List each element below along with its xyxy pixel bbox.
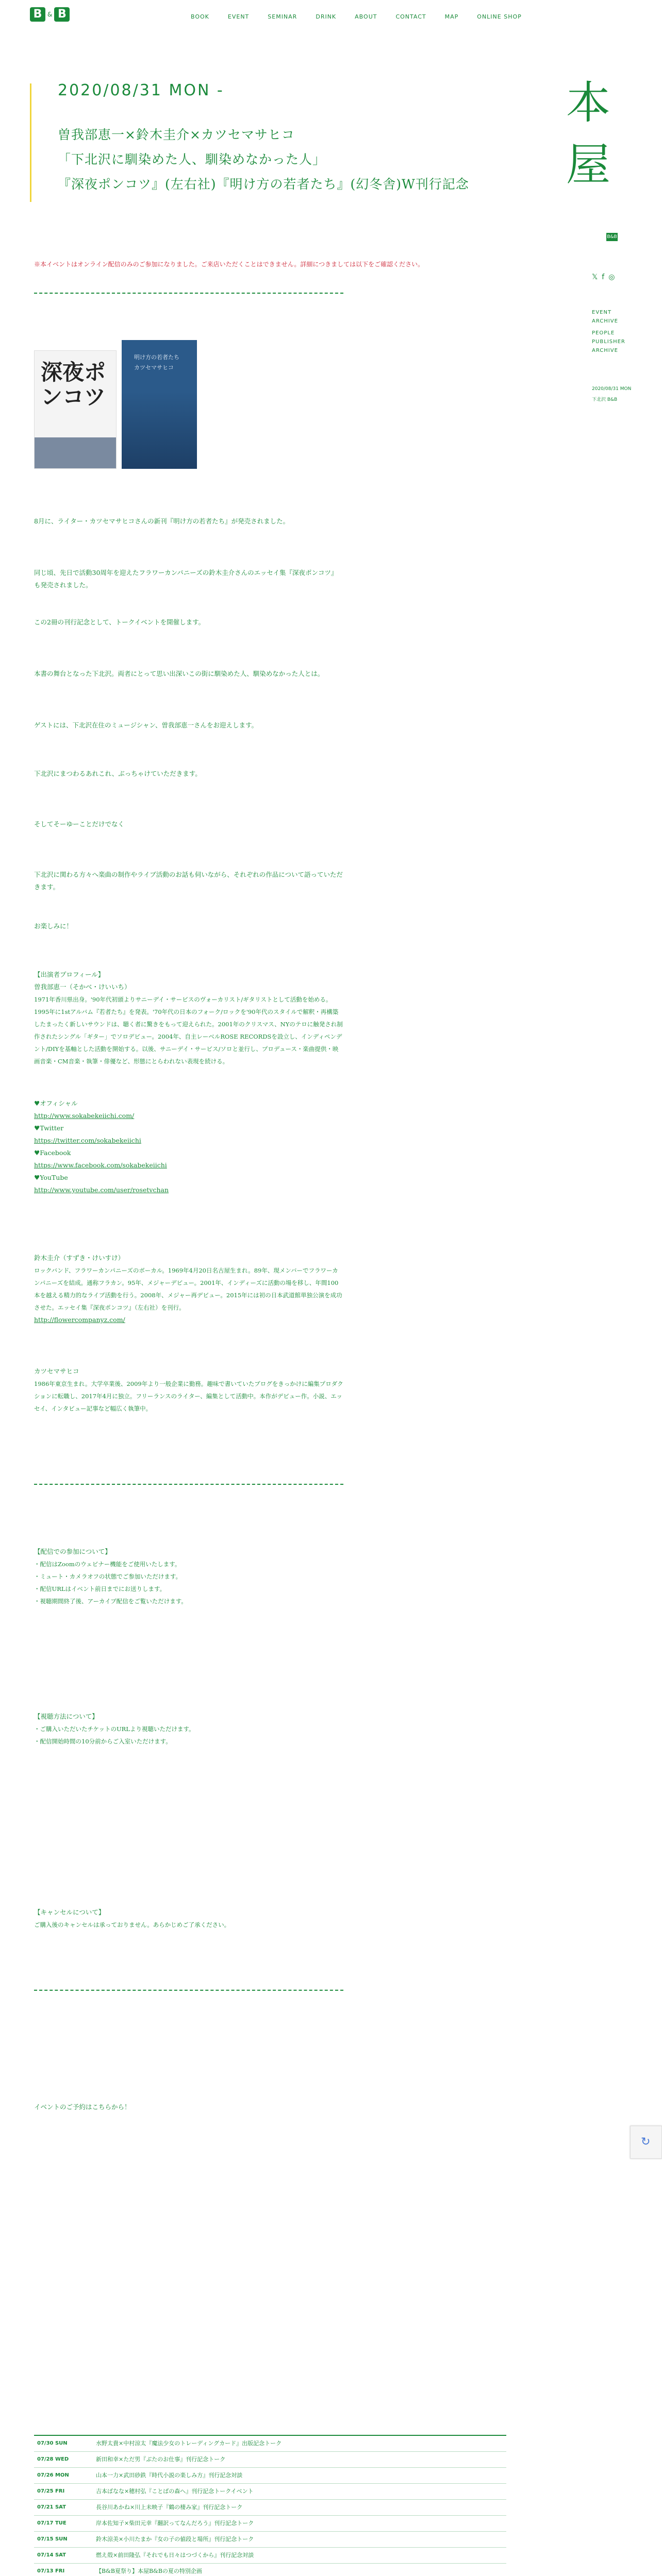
logo-amp: & <box>47 11 53 18</box>
event-list-date: 07/15 SUN <box>37 2536 68 2542</box>
instagram-icon[interactable]: ◎ <box>608 273 615 281</box>
profile1-links <box>34 1097 343 1196</box>
intro-paragraph-1: 8月に、ライター・カツセマサヒコさんの新刊『明け方の若者たち』が発売されました。 <box>34 517 290 525</box>
cancel-heading: 【キャンセルについて】 <box>34 1908 105 1916</box>
sidebar-kanji-hon: 本 <box>566 77 610 129</box>
intro-paragraph-5: ゲストには、下北沢在住のミュージシャン、曽我部恵一さんをお迎えします。 <box>34 721 258 729</box>
nav-about[interactable]: ABOUT <box>355 13 377 20</box>
twitter-icon[interactable]: 𝕏 <box>592 273 598 281</box>
event-list-title[interactable]: 長谷川あかね×川上未映子『鶴の棲み家』刊行記念トーク <box>96 2504 243 2511</box>
book2-building-image <box>122 392 197 469</box>
main-nav <box>191 13 522 20</box>
note-1: ・配信はZoomのウェビナー機能をご使用いたします。 <box>34 1561 181 1568</box>
profile3-text: 1986年東京生まれ。大学卒業後、2009年より一般企業に勤務。趣味で書いていたブログをきっかけに編集プロダクションに転職し、2017年4月に独立。フリーランスのライター、編集として活動中。本作がデビュー作。小説、エッセイ、インタビュー記事など幅広く執筆中。 <box>34 1380 343 1412</box>
link-label-youtube: ♥YouTube <box>34 1174 68 1181</box>
intro-paragraph-3: この2冊の刊行記念として、トークイベントを開催します。 <box>34 618 205 626</box>
nav-map[interactable]: MAP <box>444 13 459 20</box>
dashed-divider-2 <box>34 1484 343 1485</box>
event-list-row[interactable] <box>34 2468 506 2484</box>
link-facebook[interactable]: https://www.facebook.com/sokabekeiichi <box>34 1161 167 1169</box>
book1-bottom-band <box>35 437 116 468</box>
intro-paragraph-9: お楽しみに！ <box>34 922 73 930</box>
event-list-date: 07/17 TUE <box>37 2520 67 2526</box>
book1-title: 深夜ポンコツ <box>41 360 106 410</box>
sidebar-venue: 下北沢 B&B <box>592 397 618 402</box>
notes-heading: 【配信での参加について】 <box>34 1548 111 1555</box>
event-list-date: 07/28 WED <box>37 2456 69 2462</box>
event-list-row[interactable] <box>34 2516 506 2532</box>
profile-section-3 <box>34 1365 343 1415</box>
event-list-row[interactable] <box>34 2548 506 2564</box>
sidebar-link-archive[interactable]: ARCHIVE <box>592 318 618 324</box>
event-list-row[interactable] <box>34 2532 506 2548</box>
recaptcha-badge[interactable] <box>630 2126 662 2159</box>
nav-seminar[interactable]: SEMINAR <box>268 13 297 20</box>
site-header <box>0 0 662 36</box>
logo-b-left: B <box>30 7 45 22</box>
sidebar-link-archive-2[interactable]: ARCHIVE <box>592 348 618 353</box>
cancel-section <box>34 1906 343 1931</box>
event-list-date: 07/30 SUN <box>37 2441 68 2446</box>
book-cover-shinya-ponkotsu <box>34 350 117 469</box>
event-list-row[interactable] <box>34 2484 506 2500</box>
logo-b-right: B <box>54 7 70 22</box>
dashed-divider-3 <box>34 1990 343 1991</box>
profile3-name: カツセマサヒコ <box>34 1367 79 1375</box>
reservation-line[interactable] <box>34 2101 343 2113</box>
sidebar-link-event[interactable]: EVENT <box>592 310 612 315</box>
note-4: ・視聴期間終了後、アーカイブ配信をご覧いただけます。 <box>34 1598 187 1605</box>
recaptcha-icon: ↻ <box>641 2136 651 2148</box>
reservation-text[interactable]: イベントのご予約はこちらから！ <box>34 2103 131 2111</box>
profile2-name: 鈴木圭介（すずき・けいすけ） <box>34 1254 125 1262</box>
event-list <box>34 2435 506 2576</box>
intro-paragraph-7: そしてそーゆーことだけでなく <box>34 820 125 828</box>
online-only-notice: ※本イベントはオンライン配信のみのご参加になりました。ご来店いただくことはできません。詳細につきましては以下をご確認ください。 <box>34 261 424 268</box>
intro-paragraph-2: 同じ頃、先日で活動30周年を迎えたフラワーカンパニーズの鈴木圭介さんのエッセイ集『深夜ポンコツ』も発売されました。 <box>34 569 338 589</box>
facebook-icon[interactable]: f <box>602 273 605 281</box>
howto-section <box>34 1710 343 1748</box>
event-list-date: 07/13 FRI <box>37 2568 65 2574</box>
howto-heading: 【視聴方法について】 <box>34 1713 98 1720</box>
event-list-title[interactable]: 【B&B夏祭り】本屋B&Bの夏の特別企画 <box>96 2568 202 2574</box>
nav-drink[interactable]: DRINK <box>316 13 337 20</box>
event-title-line-2: 「下北沢に馴染めた人、馴染めなかった人」 <box>58 152 326 167</box>
link-label-facebook: ♥Facebook <box>34 1149 71 1157</box>
intro-paragraph-6: 下北沢にまつわるあれこれ、ぶっちゃけていただきます。 <box>34 770 202 777</box>
intro-paragraph-8: 下北沢に関わる方々へ楽曲の制作やライブ活動のお話も伺いながら、それぞれの作品について語っていただきます。 <box>34 871 343 891</box>
event-list-row[interactable] <box>34 2500 506 2516</box>
profile-heading: 【出演者プロフィール】 <box>34 971 105 978</box>
profile-section-1 <box>34 969 343 1067</box>
nav-contact[interactable]: CONTACT <box>395 13 426 20</box>
event-list-title[interactable]: 山本一力×武田砂鉄『時代小説の楽しみ方』刊行記念対談 <box>96 2472 243 2479</box>
sidebar-bb-badge: B&B <box>606 233 618 241</box>
sidebar-link-publisher[interactable]: PUBLISHER <box>592 339 625 345</box>
event-title-line-3: 『深夜ポンコツ』(左右社)『明け方の若者たち』(幻冬舎)W刊行記念 <box>58 177 469 192</box>
sidebar-links <box>592 308 625 355</box>
profile2-text: ロックバンド、フラワーカンパニーズのボーカル。1969年4月20日名古屋生まれ。89年、現メンバーでフラワーカンパニーズを結成。通称フラカン。95年、メジャーデビュー。2001年、インディーズに活動の場を移し、年間100本を越える精力的なライブ活動を行う。2008年、メジャー再デビュー。2015年には初の日本武道館単独公演を成功させた。エッセイ集『深夜ポンコツ』（左右社）を刊行。 <box>34 1267 342 1311</box>
notes-section <box>34 1546 343 1607</box>
howto-1: ・ご購入いただいたチケットのURLより視聴いただけます。 <box>34 1725 195 1733</box>
link-official[interactable]: http://www.sokabekeiichi.com/ <box>34 1112 135 1120</box>
note-2: ・ミュート・カメラオフの状態でご参加いただけます。 <box>34 1573 182 1580</box>
nav-online-shop[interactable]: ONLINE SHOP <box>477 13 522 20</box>
event-list-title[interactable]: 燃え殻×前田隆弘『それでも日々はつづくから』刊行記念対談 <box>96 2552 254 2558</box>
link-label-official: ♥オフィシャル <box>34 1099 78 1107</box>
event-list-title[interactable]: 新田和幸×ただ男『ぶたのお仕事』刊行記念トーク <box>96 2456 226 2463</box>
event-title-line-1: 曽我部恵一×鈴木圭介×カツセマサヒコ <box>58 127 295 142</box>
event-list-row[interactable] <box>34 2452 506 2468</box>
site-logo[interactable] <box>30 7 70 22</box>
event-list-date: 07/25 FRI <box>37 2488 65 2494</box>
profile1-text: 1971年香川県出身。'90年代初頭よりサニーデイ・サービスのヴォーカリスト/ギタリストとして活動を始める。1995年に1stアルバム『若者たち』を発表。'70年代の日本のフォーク/ロックを'90年代のスタイルで解釈・再構築したまったく新しいサウンドは、聴く者に驚きをもって迎えられた。2001年のクリスマス、NYのテロに触発され制作されたシングル「ギター」でソロデビュー。2004年、自主レーベルROSE RECORDSを設立し、インディペンデント/DIYを基軸とした活動を開始する。以後、サニーデイ・サービス/ソロと並行し、プロデュース・楽曲提供・映画音楽・CM音楽・執筆・俳優など、形態にとらわれない表現を続ける。 <box>34 996 343 1065</box>
nav-event[interactable]: EVENT <box>227 13 250 20</box>
event-list-title[interactable]: 吉本ばなな×穂村弘『ことばの森へ』刊行記念トークイベント <box>96 2488 254 2495</box>
profile2-link[interactable]: http://flowercompanyz.com/ <box>34 1316 125 1324</box>
event-list-row[interactable] <box>34 2564 506 2576</box>
note-3: ・配信URLはイベント前日までにお送りします。 <box>34 1585 166 1592</box>
profile1-name: 曽我部恵一（そかべ・けいいち） <box>34 983 131 991</box>
book-covers-image <box>34 340 197 469</box>
event-date: 2020/08/31 MON - <box>58 81 224 99</box>
event-list-title[interactable]: 水野太貴×中村涼太『魔法少女のトレーディングカード』出版記念トーク <box>96 2440 282 2447</box>
howto-2: ・配信開始時間の10分前からご入室いただけます。 <box>34 1738 172 1745</box>
sidebar-kanji-ya: 屋 <box>566 139 610 191</box>
link-twitter[interactable]: https://twitter.com/sokabekeiichi <box>34 1137 141 1144</box>
event-list-title[interactable]: 鈴木涼美×小川たまか『女の子の値段と場所』刊行記念トーク <box>96 2536 254 2543</box>
event-list-title[interactable]: 岸本佐知子×柴田元幸『翻訳ってなんだろう』刊行記念トーク <box>96 2520 254 2527</box>
title-accent-line <box>30 83 31 202</box>
event-list-row[interactable] <box>34 2436 506 2452</box>
sidebar-link-people[interactable]: PEOPLE <box>592 330 615 336</box>
profile-section-2 <box>34 1252 343 1326</box>
book2-title: 明け方の若者たち カツセマサヒコ <box>134 354 179 371</box>
event-list-date: 07/14 SAT <box>37 2552 66 2558</box>
event-list-date: 07/26 MON <box>37 2472 69 2478</box>
dashed-divider <box>34 293 343 294</box>
book-cover-akegata <box>122 340 197 469</box>
event-list-date: 07/21 SAT <box>37 2504 66 2510</box>
link-label-twitter: ♥Twitter <box>34 1124 64 1132</box>
sidebar-date: 2020/08/31 MON <box>592 386 632 392</box>
link-youtube[interactable]: http://www.youtube.com/user/rosetvchan <box>34 1186 169 1194</box>
social-links <box>592 273 615 281</box>
cancel-text: ご購入後のキャンセルは承っておりません。あらかじめご了承ください。 <box>34 1921 230 1928</box>
intro-paragraph-4: 本書の舞台となった下北沢。両者にとって思い出深いこの街に馴染めた人、馴染めなかった人とは。 <box>34 670 324 677</box>
nav-book[interactable]: BOOK <box>191 13 209 20</box>
